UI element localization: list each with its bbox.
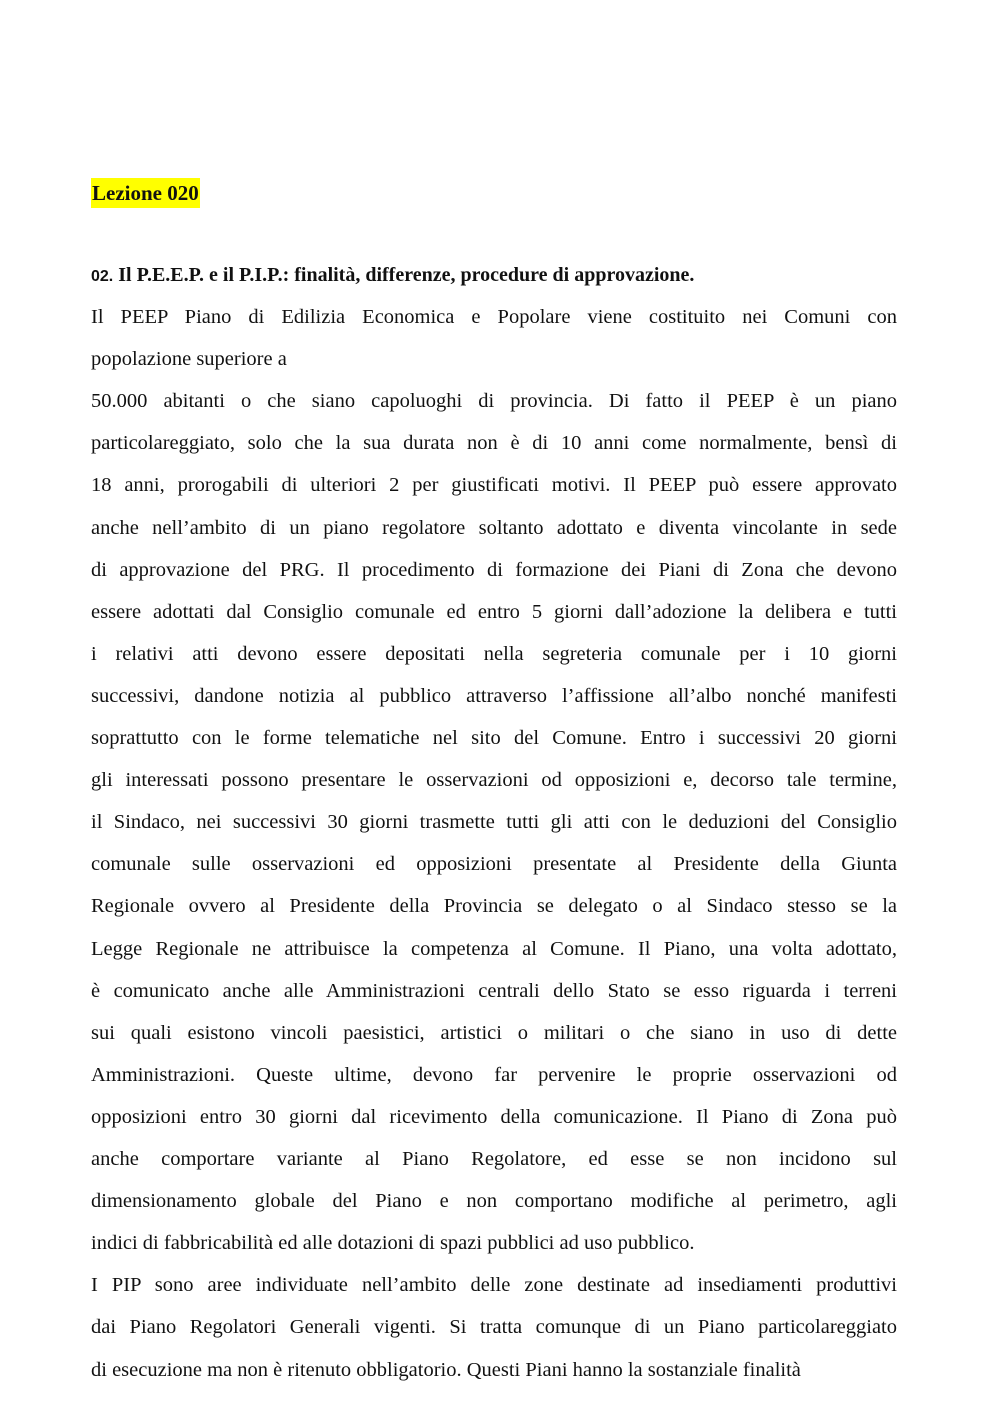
body-line: indici di fabbricabilità ed alle dotazioni di spazi pubblici ad uso pubblico.	[91, 1232, 695, 1255]
body-line: gli interessati possono presentare le osservazioni od opposizioni e, decorso tale termine,	[91, 769, 897, 792]
lesson-title: Lezione 020	[91, 178, 200, 208]
body-line: di esecuzione ma non è ritenuto obbligatorio. Questi Piani hanno la sostanziale finalità	[91, 1358, 801, 1381]
body-line: opposizioni entro 30 giorni dal ricevimento della comunicazione. Il Piano di Zona può	[91, 1105, 897, 1128]
body-line: successivi, dandone notizia al pubblico attraverso l’affissione all’albo nonché manifesti	[91, 684, 897, 707]
body-line: I PIP sono aree individuate nell’ambito delle zone destinate ad insediamenti produttivi	[91, 1274, 897, 1297]
body-line: dai Piano Regolatori Generali vigenti. Si tratta comunque di un Piano particolareggiato	[91, 1316, 897, 1339]
body-line: essere adottati dal Consiglio comunale ed entro 5 giorni dall’adozione la delibera e tutti	[91, 600, 897, 623]
body-line: sui quali esistono vincoli paesistici, artistici o militari o che siano in uso di dette	[91, 1021, 897, 1044]
body-line: popolazione superiore a	[91, 348, 287, 371]
body-line: il Sindaco, nei successivi 30 giorni trasmette tutti gli atti con le deduzioni del Consiglio	[91, 811, 897, 834]
body-line: Regionale ovvero al Presidente della Provincia se delegato o al Sindaco stesso se la	[91, 895, 897, 918]
body-line: i relativi atti devono essere depositati nella segreteria comunale per i 10 giorni	[91, 642, 897, 665]
body-line: anche nell’ambito di un piano regolatore soltanto adottato e diventa vincolante in sede	[91, 516, 897, 539]
section-number: 02.	[91, 268, 114, 285]
body-line: di approvazione del PRG. Il procedimento di formazione dei Piani di Zona che devono	[91, 558, 897, 581]
body-line: 18 anni, prorogabili di ulteriori 2 per giustificati motivi. Il PEEP può essere approvato	[91, 474, 897, 497]
body-line: 50.000 abitanti o che siano capoluoghi di provincia. Di fatto il PEEP è un piano	[91, 390, 897, 413]
section-heading	[91, 261, 694, 291]
body-line: comunale sulle osservazioni ed opposizioni presentate al Presidente della Giunta	[91, 853, 897, 876]
body-line: è comunicato anche alle Amministrazioni centrali dello Stato se esso riguarda i terreni	[91, 979, 897, 1002]
body-line: dimensionamento globale del Piano e non comportano modifiche al perimetro, agli	[91, 1190, 897, 1213]
body-line: particolareggiato, solo che la sua durata non è di 10 anni come normalmente, bensì di	[91, 432, 897, 455]
body-line: Il PEEP Piano di Edilizia Economica e Popolare viene costituito nei Comuni con	[91, 306, 897, 328]
body-line: Legge Regionale ne attribuisce la competenza al Comune. Il Piano, una volta adottato,	[91, 937, 897, 960]
section-title: Il P.E.E.P. e il P.I.P.: finalità, differenze, procedure di approvazione.	[118, 264, 695, 286]
body-line: Amministrazioni. Queste ultime, devono far pervenire le proprie osservazioni od	[91, 1063, 897, 1086]
body-line: anche comportare variante al Piano Regolatore, ed esse se non incidono sul	[91, 1148, 897, 1170]
body-line: soprattutto con le forme telematiche nel sito del Comune. Entro i successivi 20 giorni	[91, 727, 897, 749]
